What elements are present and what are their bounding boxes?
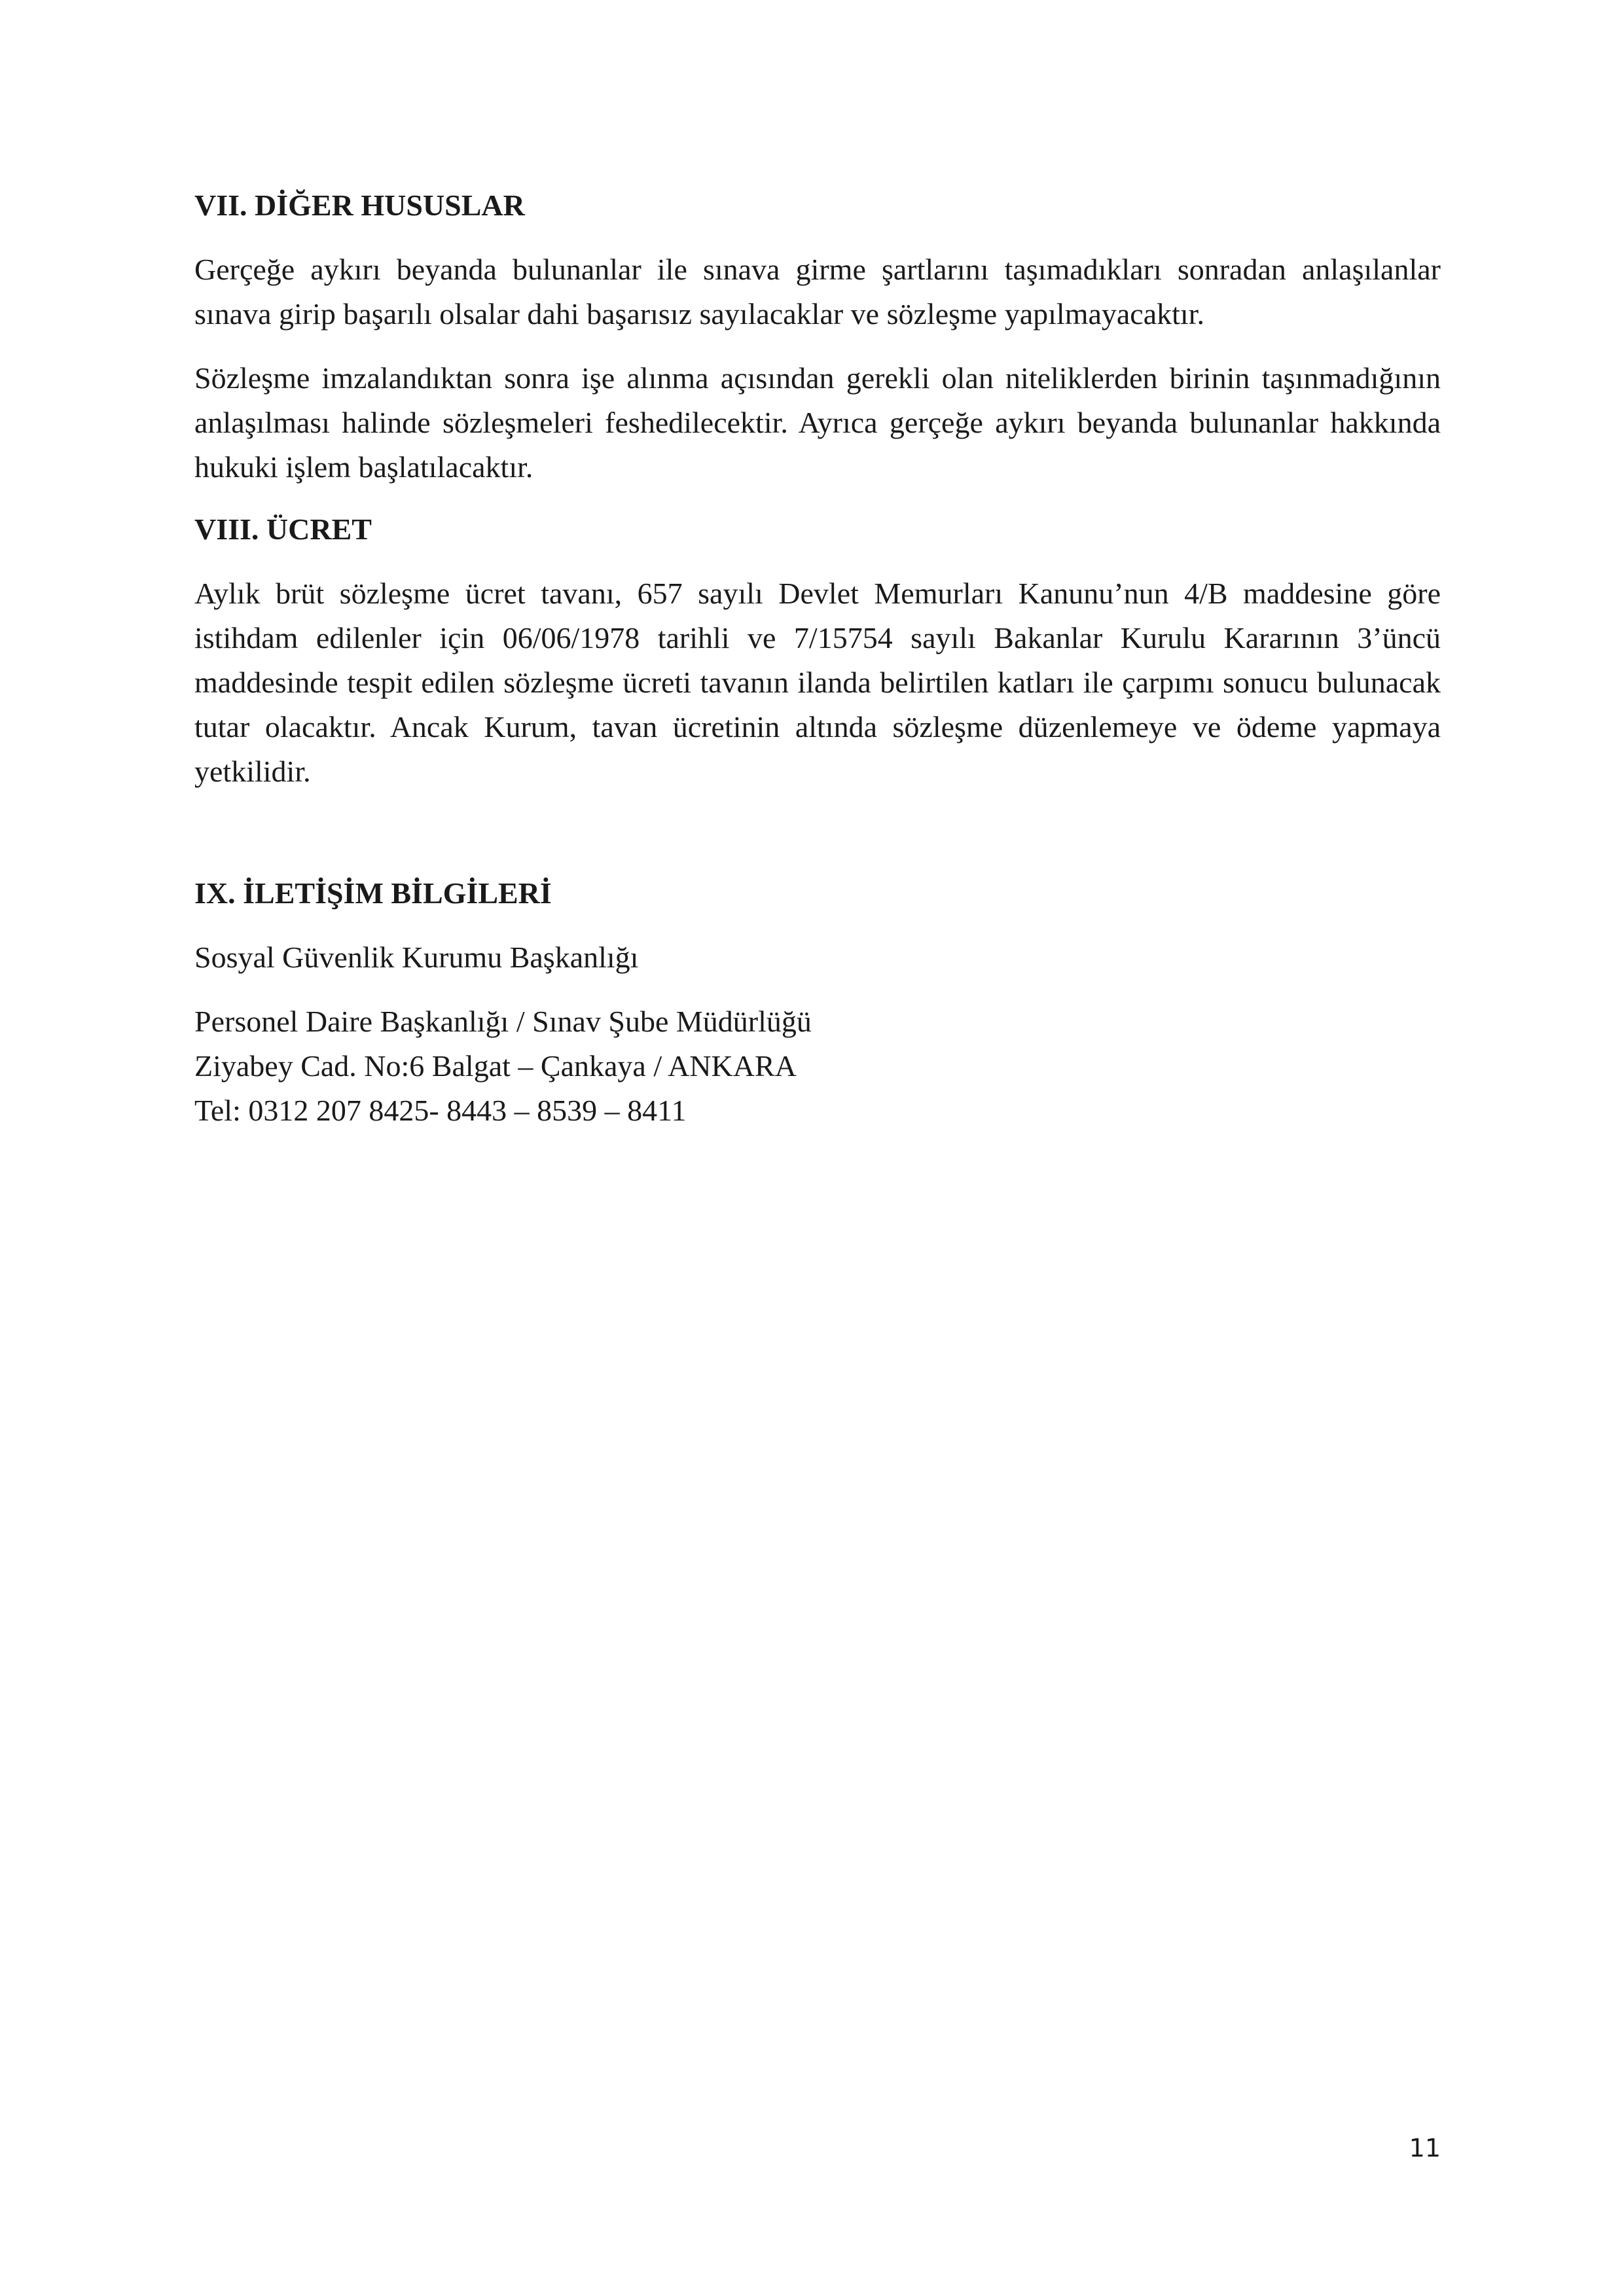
- contact-phone: Tel: 0312 207 8425- 8443 – 8539 – 8411: [194, 1094, 687, 1127]
- document-page: [194, 183, 1441, 1133]
- section-title-iletisim-bilgileri: IX. İLETİŞİM BİLGİLERİ: [194, 876, 552, 910]
- paragraph-salary: Aylık brüt sözleşme ücret tavanı, 657 sayılı Devlet Memurları Kanunu’nun 4/B maddesine göre istihdam edilenler için 06/06/1978 tarihli ve 7/15754 sayılı Bakanlar Kurulu Kararının 3’üncü maddesinde tespit edilen sözleşme ücreti tavanın ilanda belirtilen katları ile çarpımı sonucu bulunacak tutar olacaktır. Ancak Kurum, tavan ücretinin altında sözleşme düzenlemeye ve ödeme yapmaya yetkilidir.: [194, 577, 1441, 788]
- contact-department: Personel Daire Başkanlığı / Sınav Şube Müdürlüğü: [194, 1005, 812, 1038]
- section-title-ucret: VIII. ÜCRET: [194, 512, 372, 546]
- contact-organization: Sosyal Güvenlik Kurumu Başkanlığı: [194, 941, 639, 974]
- contact-street-address: Ziyabey Cad. No:6 Balgat – Çankaya / ANKARA: [194, 1049, 797, 1083]
- paragraph-false-declaration: Gerçeğe aykırı beyanda bulunanlar ile sınava girme şartlarını taşımadıkları sonradan anlaşılanlar sınava girip başarılı olsalar dahi başarısız sayılacaklar ve sözleşme yapılmayacaktır.: [194, 253, 1441, 331]
- section-title-diger-hususlar: VII. DİĞER HUSUSLAR: [194, 188, 525, 222]
- contact-address-block: [194, 999, 1441, 1133]
- paragraph-contract-termination: Sözleşme imzalandıktan sonra işe alınma açısından gerekli olan niteliklerden birinin taşınmadığının anlaşılması halinde sözleşmeleri feshedilecektir. Ayrıca gerçeğe aykırı beyanda bulunanlar hakkında hukuki işlem başlatılacaktır.: [194, 361, 1441, 484]
- page-number: 11: [1409, 2134, 1441, 2162]
